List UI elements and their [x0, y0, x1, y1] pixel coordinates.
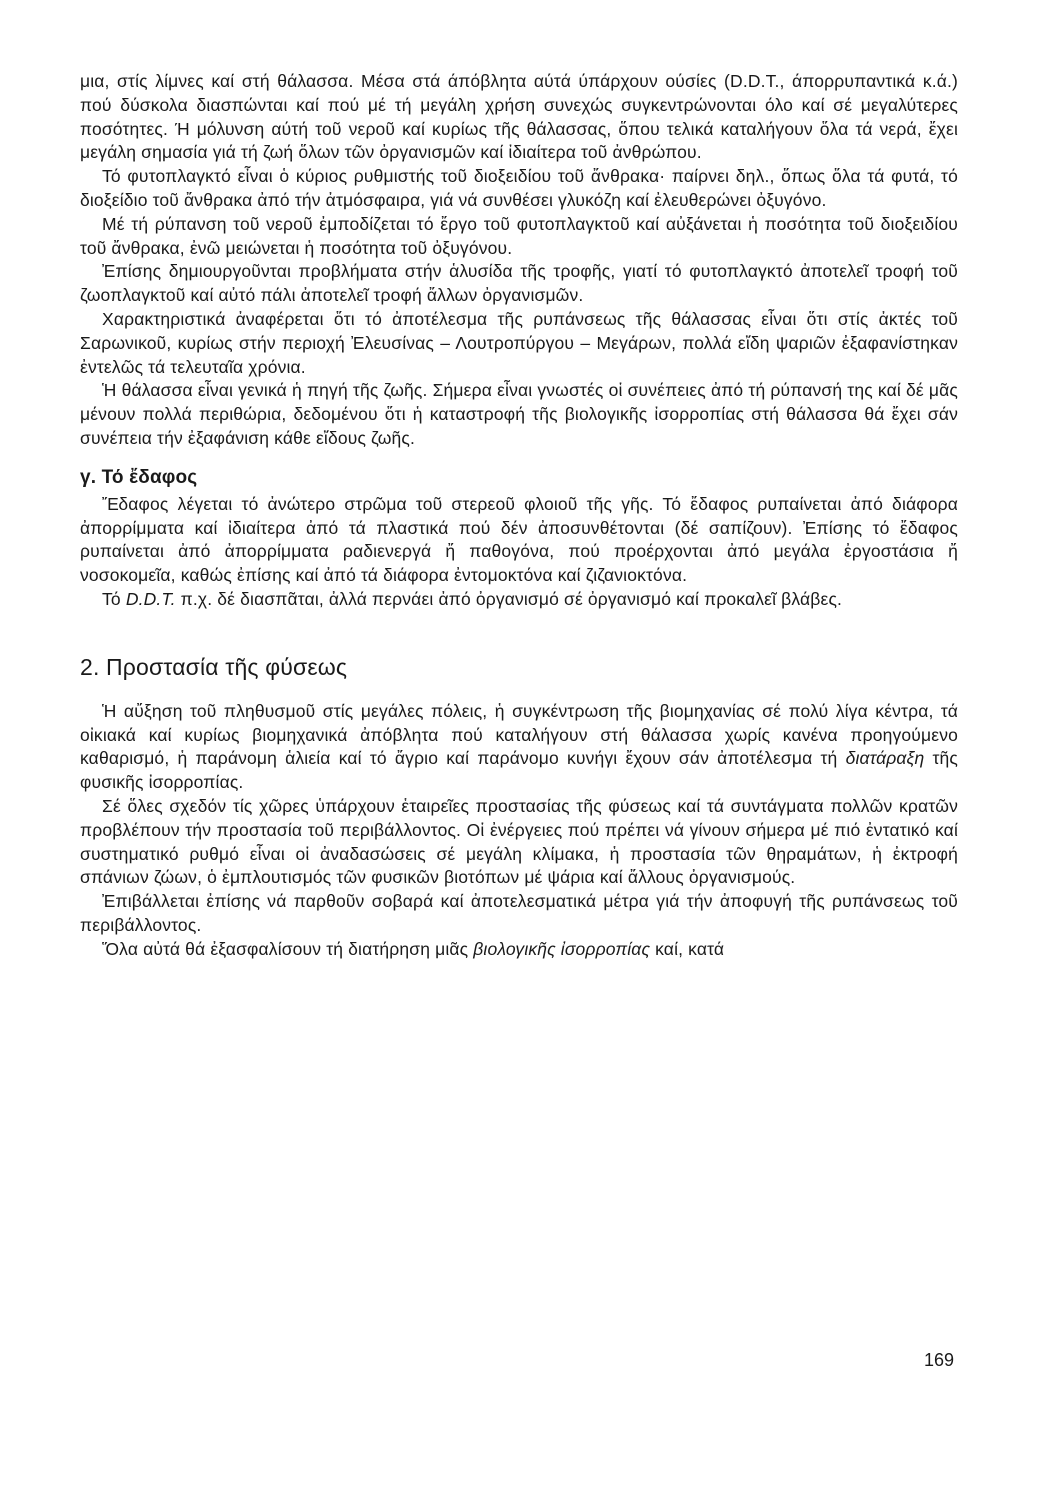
ddt-abbreviation: D.D.T. — [125, 588, 176, 609]
ddt-text-start: Τό — [102, 588, 126, 609]
balance-text-end: καί, κατά — [650, 938, 725, 959]
balance-term: βιολογικῆς ἰσορροπίας — [473, 938, 651, 959]
section-soil-heading: γ. Τό ἔδαφος — [80, 466, 198, 488]
paragraph-measures: Ἐπιβάλλεται ἐπίσης νά παρθοῦν σοβαρά καί ἀποτελεσματικά μέτρα γιά τήν ἀποφυγή τῆς ρυπάνσεως τοῦ περιβάλλοντος. — [80, 891, 958, 935]
paragraph-saronic: Χαρακτηριστικά ἀναφέρεται ὅτι τό ἀποτέλεσμα τῆς ρυπάνσεως τῆς θάλασσας εἶναι ὅτι στίς ἀκτές τοῦ Σαρωνικοῦ, κυρίως στήν περιοχή Ἐλευσίνας – Λουτροπύργου – Μεγάρων, πολλά εἴδη ψαριῶν ἐξαφανίστηκαν ἐντελῶς τά τελευταῖα χρόνια. — [80, 308, 958, 377]
page-number: 169 — [923, 1350, 954, 1370]
paragraph-water-pollution: μια, στίς λίμνες καί στή θάλασσα. Μέσα στά άπόβλητα αύτά ύπάρχουν ούσίες (D.D.T., άπορρυπαντικά κ.ά.) πού δύσκολα διασπώνται καί πού μέ τή μεγάλη χρήση συνεχώς συγκεντρώνονται όλο καί σέ μεγαλύτερες ποσότητες. Ή μόλυνση αύτή τοῦ νεροῦ καί κυρίως τῆς θάλασσας, ὅπου τελικά καταλήγουν ὅλα τά νερά, ἔχει μεγάλη σημασία γιά τή ζωή ὅλων τῶν ὀργανισμῶν καί ἰδιαίτερα τοῦ ἀνθρώπου. — [80, 71, 958, 163]
section-soil — [80, 465, 958, 612]
ddt-text-end: π.χ. δέ διασπᾶται, ἀλλά περνάει ἀπό ὀργανισμό σέ ὀργανισμό καί προκαλεῖ βλάβες. — [175, 588, 843, 609]
balance-text-start: Ὅλα αὐτά θά ἐξασφαλίσουν τή διατήρηση μιᾶς — [102, 938, 474, 959]
paragraph-pollution-effect: Μέ τή ρύπανση τοῦ νεροῦ ἐμποδίζεται τό ἔργο τοῦ φυτοπλαγκτοῦ καί αὐξάνεται ἡ ποσότητα τοῦ διοξειδίου τοῦ ἄνθρακα, ἐνῶ μειώνεται ἡ ποσότητα τοῦ ὀξυγόνου. — [80, 213, 958, 258]
paragraph-protection-societies: Σέ ὅλες σχεδόν τίς χῶρες ὑπάρχουν ἑταιρεῖες προστασίας τῆς φύσεως καί τά συντάγματα πολλῶν κρατῶν προβλέπουν τήν προστασία τοῦ περιβάλλοντος. Οἱ ἐνέργειες πού πρέπει νά γίνουν σήμερα μέ πιό ἐντατικό καί συστηματικό ρυθμό εἶναι οἱ ἀναδασώσεις σέ μεγάλη κλίμακα, ἡ προστασία τῶν θηραμάτων, ἡ ἐκτροφή σπάνιων ζώων, ὁ ἐμπλουτισμός τῶν φυσικῶν βιοτόπων μέ ψάρια καί ἄλλους ὀργανισμούς. — [80, 795, 958, 888]
paragraph-sea-life: Ἡ θάλασσα εἶναι γενικά ἡ πηγή τῆς ζωῆς. Σήμερα εἶναι γνωστές οἱ συνέπειες ἀπό τή ρύπανσή της καί δέ μᾶς μένουν πολλά περιθώρια, δεδομένου ὅτι ἡ καταστροφή τῆς βιολογικῆς ἰσορροπίας στή θάλασσα θά ἔχει σάν συνέπεια τήν ἐξαφάνιση κάθε εἴδους ζωῆς. — [80, 380, 958, 448]
paragraph-disturbance — [80, 700, 958, 795]
disturbance-text-end: τῆς φυσικῆς ἰσορροπίας. — [80, 748, 959, 793]
disturbance-term: διατάραξη — [845, 748, 925, 769]
paragraph-soil-definition: Ἔδαφος λέγεται τό ἀνώτερο στρῶμα τοῦ στερεοῦ φλοιοῦ τῆς γῆς. Τό ἔδαφος ρυπαίνεται ἀπό διάφορα ἀπορρίμματα καί ἰδιαίτερα ἀπό τά πλαστικά πού δέν ἀποσυνθέτονται (δέ σαπίζουν). Ἐπίσης τό ἔδαφος ρυπαίνεται ἀπό ἀπορρίμματα ραδιενεργά ἤ παθογόνα, πού προέρχονται ἀπό μεγάλα ἐργοστάσια ἤ νοσοκομεῖα, καθώς ἐπίσης καί ἀπό τά διάφορα ἐντομοκτόνα καί ζιζανιοκτόνα. — [80, 493, 958, 586]
paragraph-ddt — [80, 588, 958, 612]
paragraph-food-chain: Ἐπίσης δημιουργοῦνται προβλήματα στήν ἁλυσίδα τῆς τροφῆς, γιατί τό φυτοπλαγκτό ἀποτελεῖ τροφή τοῦ ζωοπλαγκτοῦ καί αὐτό πάλι ἀποτελεῖ τροφή ἄλλων ὀργανισμῶν. — [80, 261, 958, 306]
paragraph-phytoplankton: Τό φυτοπλαγκτό εἶναι ὁ κύριος ρυθμιστής τοῦ διοξειδίου τοῦ ἄνθρακα· παίρνει δηλ., ὅπως ὅλα τά φυτά, τό διοξείδιο τοῦ ἄνθρακα ἀπό τήν ἀτμόσφαιρα, γιά νά συνθέσει γλυκόζη καί ἐλευθερώνει ὀξυγόνο. — [80, 166, 958, 210]
disturbance-text-start: Ἡ αὔξηση τοῦ πληθυσμοῦ στίς μεγάλες πόλεις, ἡ συγκέντρωση τῆς βιομηχανίας σέ πολύ λίγα κέντρα, τά οἰκιακά καί κυρίως βιομηχανικά ἀπόβλητα πού καταλήγουν στή θάλασσα χωρίς κανένα προηγούμενο καθαρισμό, ἡ παράνομη ἁλιεία καί τό ἄγριο καί παράνομο κυνήγι ἔχουν σάν ἀποτέλεσμα τή — [80, 700, 958, 769]
page-body — [80, 70, 958, 962]
section-2-title: 2. Προστασία τῆς φύσεως — [80, 653, 348, 680]
paragraph-biological-balance — [80, 938, 958, 962]
